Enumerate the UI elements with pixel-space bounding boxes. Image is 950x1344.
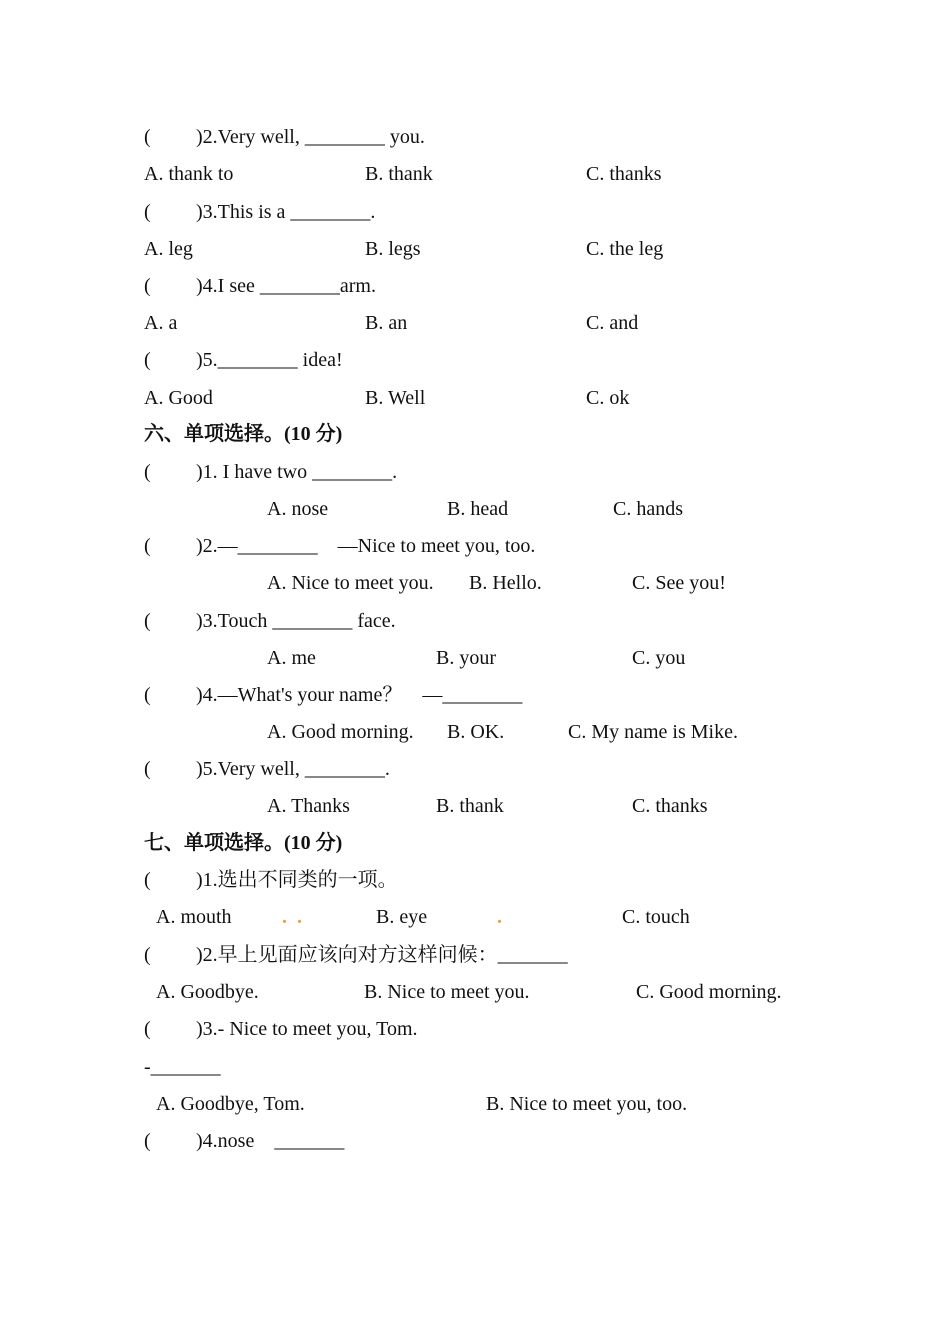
option-b: B. legs: [365, 238, 421, 260]
question-text: )3.Touch ________ face.: [196, 610, 396, 632]
option-b: B. Nice to meet you, too.: [486, 1093, 688, 1115]
option-b: B. OK.: [447, 721, 505, 743]
option-c: C. My name is Mike.: [568, 721, 738, 743]
answer-paren: (: [144, 758, 151, 780]
question-text: )3.This is a ________.: [196, 201, 376, 223]
question-text: )1.选出不同类的一项。: [196, 869, 398, 891]
option-a: A. a: [144, 312, 178, 334]
option-b: B. eye: [376, 906, 428, 928]
option-a: A. Goodbye, Tom.: [156, 1093, 305, 1115]
option-c: C. you: [632, 647, 686, 669]
s7-answer-line-3: -_______: [144, 1056, 221, 1078]
option-a: A. nose: [267, 498, 329, 520]
answer-paren: (: [144, 869, 151, 891]
option-a: A. mouth: [156, 906, 232, 928]
answer-paren: (: [144, 126, 151, 148]
answer-paren: (: [144, 349, 151, 371]
option-c: C. thanks: [632, 795, 708, 817]
question-text: )3.- Nice to meet you, Tom.: [196, 1018, 418, 1040]
option-b: B. head: [447, 498, 509, 520]
option-a: A. leg: [144, 238, 193, 260]
option-c: C. See you!: [632, 572, 726, 594]
answer-paren: (: [144, 1130, 151, 1152]
option-c: C. Good morning.: [636, 981, 782, 1003]
answer-paren: (: [144, 610, 151, 632]
option-b: B. Well: [365, 387, 426, 409]
option-a: A. Thanks: [267, 795, 350, 817]
question-text: )2.早上见面应该向对方这样问候：_______: [196, 944, 568, 966]
question-text: )4.nose _______: [196, 1130, 345, 1152]
option-a: A. me: [267, 647, 316, 669]
answer-paren: (: [144, 201, 151, 223]
option-c: C. hands: [613, 498, 683, 520]
option-b: B. thank: [436, 795, 504, 817]
emphasis-dot: .: [497, 906, 502, 928]
option-b: B. thank: [365, 163, 433, 185]
question-text: )4.—What's your name？ —________: [196, 684, 523, 706]
answer-paren: (: [144, 275, 151, 297]
option-a: A. Nice to meet you.: [267, 572, 434, 594]
section-6-heading: 六、单项选择。(10 分): [144, 423, 343, 445]
question-text: )5.Very well, ________.: [196, 758, 390, 780]
option-a: A. Good morning.: [267, 721, 414, 743]
option-b: B. Nice to meet you.: [364, 981, 530, 1003]
option-c: C. thanks: [586, 163, 662, 185]
option-c: C. the leg: [586, 238, 664, 260]
question-text: )2.Very well, ________ you.: [196, 126, 425, 148]
option-a: A. thank to: [144, 163, 234, 185]
answer-paren: (: [144, 1018, 151, 1040]
option-a: A. Good: [144, 387, 213, 409]
option-c: C. touch: [622, 906, 690, 928]
question-text: )4.I see ________arm.: [196, 275, 376, 297]
option-b: B. an: [365, 312, 408, 334]
question-text: )5.________ idea!: [196, 349, 343, 371]
option-c: C. and: [586, 312, 639, 334]
answer-paren: (: [144, 535, 151, 557]
question-text: )1. I have two ________.: [196, 461, 398, 483]
answer-paren: (: [144, 684, 151, 706]
option-a: A. Goodbye.: [156, 981, 259, 1003]
answer-paren: (: [144, 461, 151, 483]
question-text: )2.—________ —Nice to meet you, too.: [196, 535, 536, 557]
option-c: C. ok: [586, 387, 630, 409]
section-7-heading: 七、单项选择。(10 分): [144, 832, 343, 854]
option-b: B. Hello.: [469, 572, 542, 594]
answer-paren: (: [144, 944, 151, 966]
emphasis-dots: . .: [282, 906, 302, 928]
option-b: B. your: [436, 647, 496, 669]
